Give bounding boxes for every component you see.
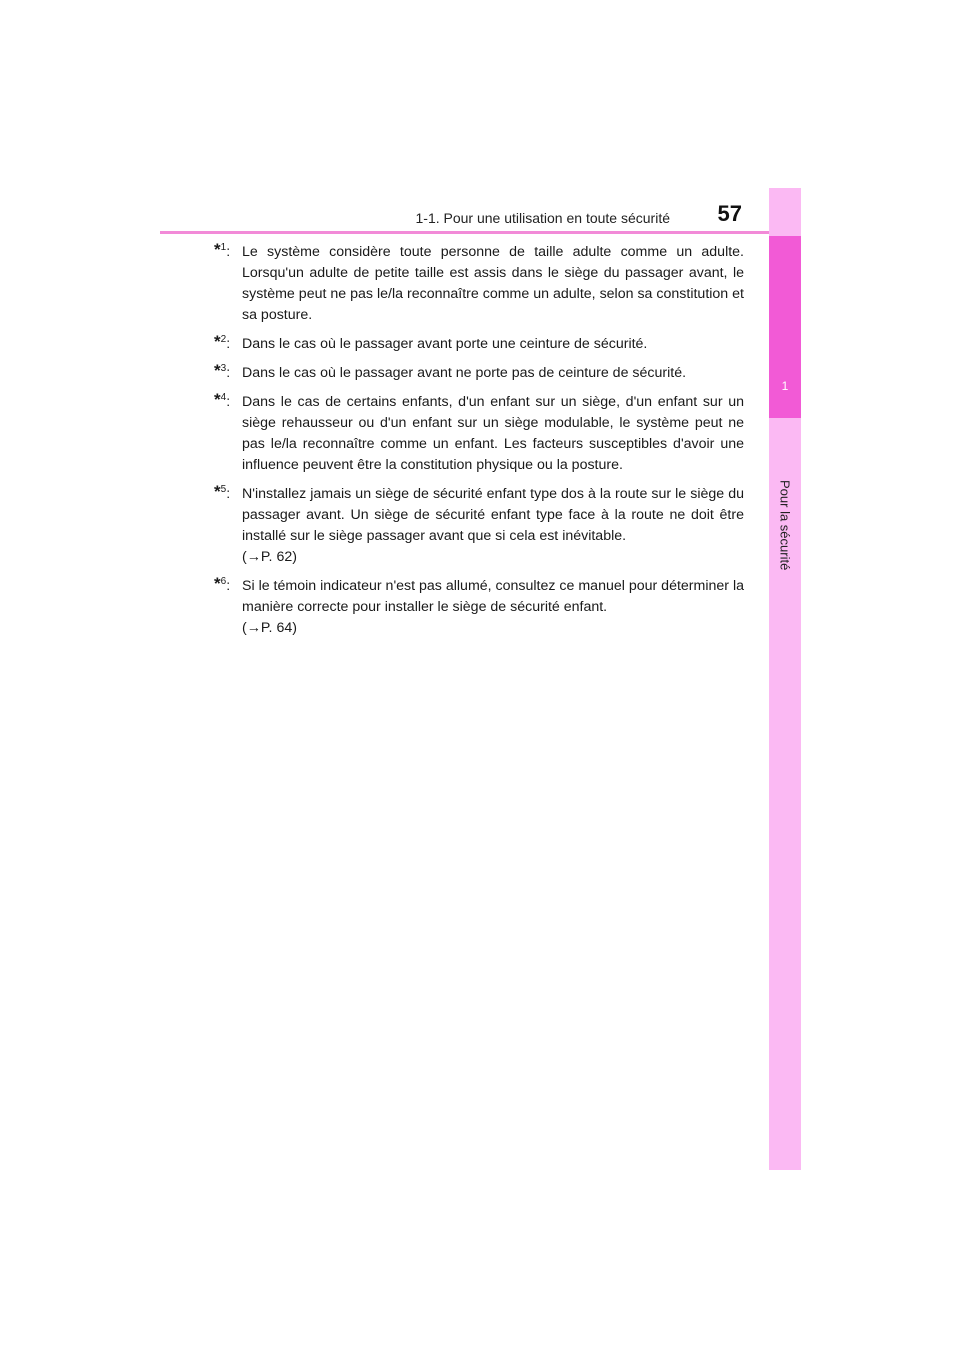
footnote [214,242,744,326]
reference-open-paren: ( [242,620,247,636]
footnote-marker [214,363,230,384]
footnote-marker [214,334,230,355]
chapter-side-tab [769,188,801,1170]
footnote-number: 1 [220,242,227,253]
footnote-number: 6 [220,576,227,587]
footnote-number: 4 [220,392,227,403]
page-header [160,200,800,233]
section-title: 1-1. Pour une utilisation en toute sécurité [415,210,670,226]
footnote-marker [214,484,230,505]
asterisk-icon: * [214,332,221,351]
footnote-separator: : [226,578,231,594]
right-arrow-icon: → [246,549,261,565]
footnote [214,484,744,568]
footnote-separator: : [226,394,231,410]
page-reference [242,547,744,568]
reference-page: P. 62) [260,549,297,565]
footnote-text: N'installez jamais un siège de sécurité enfant type dos à la route sur le siège du passager avant. Un siège de sécurité enfant type face à la route ne doit être installé sur le siège passager avant que si cela est inévitable. [242,486,744,544]
footnote-text: Si le témoin indicateur n'est pas allumé, consultez ce manuel pour déterminer la manière correcte pour installer le siège de sécurité enfant. [242,578,744,615]
footnote-text: Le système considère toute personne de taille adulte comme un adulte. Lorsqu'un adulte de petite taille est assis dans le siège du passager avant, le système peut ne pas le/la reconnaître comme un adulte, selon sa constitution et sa posture. [242,244,744,323]
footnote-number: 2 [220,334,227,345]
footnote-marker [214,242,230,263]
footnote-separator: : [226,336,231,352]
reference-page: P. 64) [260,620,297,636]
footnote [214,363,744,384]
header-divider [160,231,800,234]
page-reference [242,618,744,639]
footnote-number: 3 [220,363,227,374]
asterisk-icon: * [214,390,221,409]
page-number: 57 [717,201,742,226]
footnote [214,334,744,355]
footnote [214,576,744,639]
right-arrow-icon: → [246,620,261,636]
footnote-number: 5 [220,484,227,495]
footnote-marker [214,576,230,597]
footnotes-list [214,242,744,647]
asterisk-icon: * [214,574,221,593]
footnote-separator: : [226,244,231,260]
reference-open-paren: ( [242,549,247,565]
footnote-marker [214,392,230,413]
footnote-separator: : [226,486,231,502]
footnote-text: Dans le cas où le passager avant porte une ceinture de sécurité. [242,336,648,352]
asterisk-icon: * [214,240,221,259]
chapter-number: 1 [781,379,789,393]
asterisk-icon: * [214,361,221,380]
asterisk-icon: * [214,482,221,501]
chapter-label: Pour la sécurité [777,480,793,571]
footnote-text: Dans le cas où le passager avant ne porte pas de ceinture de sécurité. [242,365,687,381]
footnote [214,392,744,476]
footnote-separator: : [226,365,231,381]
footnote-text: Dans le cas de certains enfants, d'un enfant sur un siège, d'un enfant sur un siège rehausseur ou d'un enfant sur un siège modulable, le système peut ne pas le/la reconnaître comme un enfant. Les facteurs susceptibles d'avoir une influence peuvent être la constitution physique ou la posture. [242,394,744,473]
